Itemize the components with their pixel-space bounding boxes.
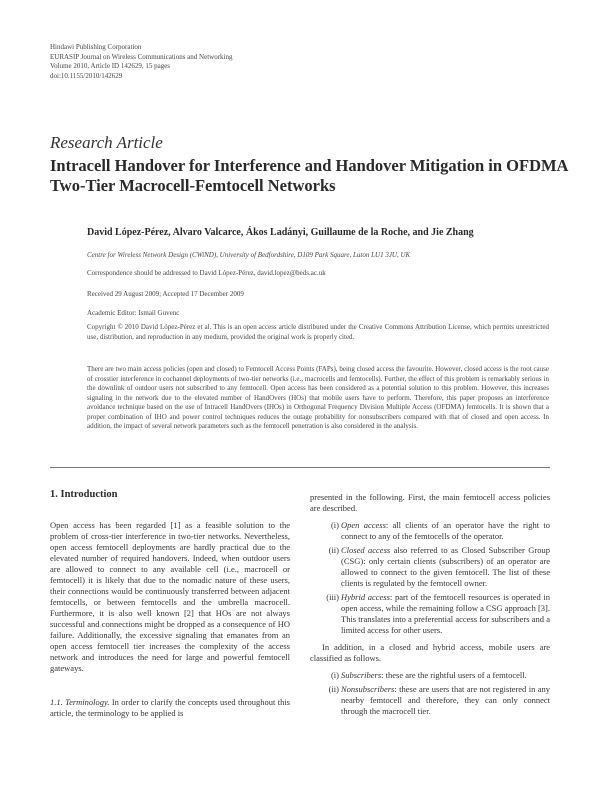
- list-item: [310, 684, 550, 717]
- correspondence: Correspondence should be addressed to David López-Pérez, david.lopez@beds.ac.uk: [87, 269, 326, 277]
- list-term: Nonsubscribers: [341, 684, 395, 694]
- list-item: [310, 520, 550, 542]
- article-type: Research Article: [50, 133, 163, 152]
- terminology-paragraph: [50, 697, 290, 719]
- subsection-title: 1.1. Terminology.: [50, 697, 110, 707]
- list-item: [310, 545, 550, 589]
- list-term: Open access: [341, 520, 386, 530]
- doi: doi:10.1155/2010/142629: [50, 71, 123, 80]
- journal-name: EURASIP Journal on Wireless Communications and Networking: [50, 52, 233, 61]
- left-column: [50, 489, 290, 719]
- volume-info: Volume 2010, Article ID 142629, 15 pages: [50, 62, 171, 70]
- access-policy-list: [310, 520, 550, 636]
- academic-editor: Academic Editor: Ismail Guvenc: [87, 309, 180, 317]
- policies-intro: presented in the following. First, the main femtocell access policies are described.: [310, 492, 550, 513]
- copyright-notice: Copyright © 2010 David López-Pérez et al. This is an open access article distributed under the Creative Commons Attribution License, which permits unrestricted use, distribution, and reproduction in any medium, provided the original work is properly cited.: [87, 323, 549, 341]
- list-number: (i): [330, 670, 339, 680]
- list-term: Closed access: [341, 545, 391, 555]
- list-text: : these are users that are not registered in any nearby femtocell and therefore, they can only connect through the macrocell tier.: [341, 684, 550, 716]
- received-accepted-dates: Received 29 August 2009; Accepted 17 December 2009: [87, 290, 244, 298]
- journal-header: [50, 43, 232, 81]
- list-text: also referred to as Closed Subscriber Group (CSG): only certain clients (subscribers) of an operator are allowed to connect to the given femtocell. The list of these clients is regulated by the femtocell owner.: [341, 545, 550, 588]
- article-title: Intracell Handover for Interference and Handover Mitigation in OFDMA Two-Tier Macrocell-Femtocell Networks: [50, 156, 568, 195]
- list-number: (ii): [328, 684, 339, 694]
- intro-paragraph: Open access has been regarded [1] as a feasible solution to the problem of cross-tier interference in two-tier networks. Nevertheless, open access femtocell deployments are hardly practical due to the elevated number of required handovers. Indeed, when outdoor users are allowed to connect to any available cell (i.e., macrocell or femtocell) it is likely that due to the nomadic nature of these users, their connections would be continuously transferred between adjacent femtocells, or between femtocells and the umbrella macrocell. Furthermore, it is also well known [2] that HOs are not always successful and connections might be dropped as a consequence of HO failure. Additionally, the excessive signaling that emanates from an open access femtocell tier increases the complexity of the access network and introduces the need for large and powerful femtocell gateways.: [50, 520, 290, 673]
- list-text: : all clients of an operator have the right to connect to any of the femtocells of the operator.: [341, 520, 550, 541]
- list-item: [310, 670, 550, 681]
- list-item: [310, 592, 550, 636]
- list-number: (i): [330, 520, 339, 530]
- users-intro: In addition, in a closed and hybrid access, mobile users are classified as follows.: [310, 642, 550, 663]
- author-list: David López-Pérez, Alvaro Valcarce, Ákos Ladányi, Guillaume de la Roche, and Jie Zhang: [87, 227, 474, 238]
- section-divider: [50, 467, 550, 468]
- list-text: : these are the rightful users of a femtocell.: [381, 670, 527, 680]
- user-class-list: [310, 670, 550, 717]
- right-column: [310, 492, 550, 720]
- publisher: Hindawi Publishing Corporation: [50, 43, 142, 51]
- list-term: Hybrid access: [341, 592, 390, 602]
- affiliation: Centre for Wireless Network Design (CWiND), University of Bedfordshire, D109 Park Square, Luton LU1 3JU, UK: [87, 251, 411, 259]
- list-text: : part of the femtocell resources is operated in open access, while the remaining follow a CSG approach [3]. This translates into a preferential access for subscribers and a limited access for other users.: [341, 592, 551, 635]
- terminology-text: In order to clarify the concepts used throughout this article, the terminology to be applied is: [50, 697, 290, 718]
- list-number: (ii): [328, 545, 339, 555]
- list-term: Subscribers: [341, 670, 382, 680]
- list-number: (iii): [326, 592, 339, 602]
- abstract: There are two main access policies (open and closed) to Femtocell Access Points (FAPs), being closed access the favourite. However, closed access is the root cause of crosstier interference in cochannel deployments of two-tier networks (i.e., macrocells and femtocells). Further, the effect of this problem is remarkably serious in the downlink of outdoor users not subscribed to any femtocell. Open access has been considered as a potential solution to this problem. However, this increases signaling in the network due to the elevated number of HandOvers (HOs) that mobile users have to perform. Therefore, this paper proposes an interference avoidance technique based on the use of Intracell HandOvers (IHOs) in Orthogonal Frequency Division Multiple Access (OFDMA) femtocells. It is shown that a proper combination of IHO and power control techniques reduces the outage probability for nonsubscribers compared with that of closed and open access. In addition, the impact of several network parameters such as the femtocell penetration is also considered in the analysis.: [87, 365, 549, 430]
- section-heading-introduction: 1. Introduction: [50, 489, 118, 500]
